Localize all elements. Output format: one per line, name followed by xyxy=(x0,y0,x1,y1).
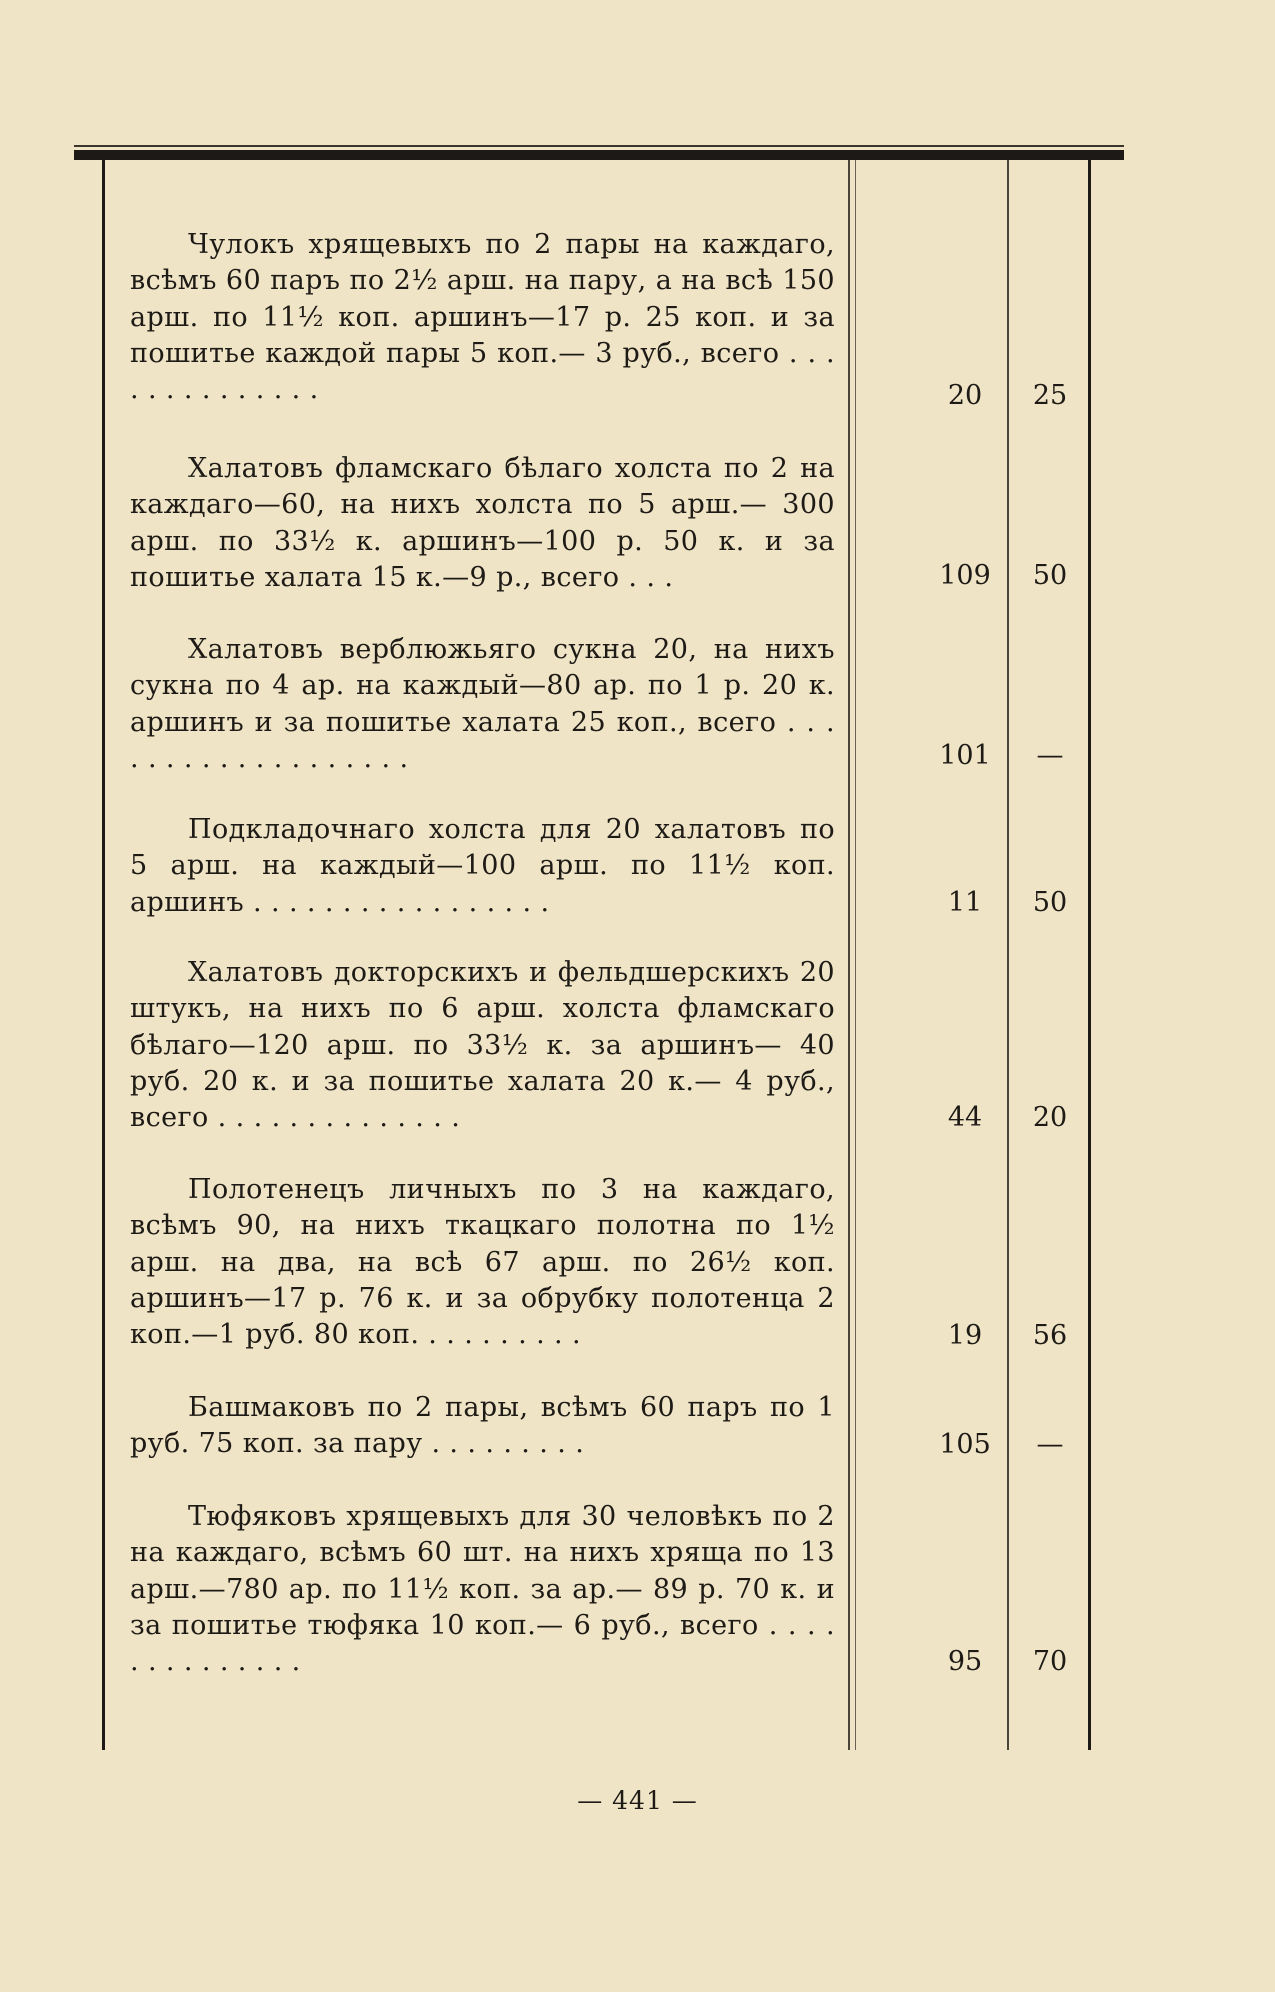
kopecks-amount: 50 xyxy=(1032,887,1068,918)
entry-text: Башмаковъ по 2 пары, всѣмъ 60 паръ по 1 руб. 75 коп. за пару . . . . . . . . . xyxy=(130,1392,835,1460)
top-heavy-rule xyxy=(74,150,1124,160)
ledger-entry xyxy=(130,955,835,1136)
entry-text: Полотенецъ личныхъ по 3 на каждаго, всѣмъ 90, на нихъ ткацкаго полотна по 1½ арш. на два, на всѣ 67 арш. по 26½ коп. аршинъ—17 р. 76 к. и за обрубку полотенца 2 коп.—1 руб. 80 коп. . . . . . . . . . xyxy=(130,1174,835,1351)
left-column-rule xyxy=(102,160,105,1750)
page-number: — 441 — xyxy=(577,1786,698,1815)
rubles-amount: 11 xyxy=(947,887,983,918)
entry-text: Тюфяковъ хрящевыхъ для 30 человѣкъ по 2 на каждаго, всѣмъ 60 шт. на нихъ хряща по 13 арш.—780 ар. по 11½ коп. за ар.— 89 р. 70 к. и за пошитье тюфяка 10 коп.— 6 руб., всего . . . . . . . . . . . . . . xyxy=(130,1501,835,1678)
ledger-entry xyxy=(130,632,835,777)
kopecks-amount: 50 xyxy=(1032,560,1068,591)
text-column-rule xyxy=(848,160,850,1750)
rubles-amount: 44 xyxy=(947,1102,983,1133)
rubles-amount: 109 xyxy=(939,560,991,591)
entry-text: Халатовъ докторскихъ и фельдшерскихъ 20 штукъ, на нихъ по 6 арш. холста фламскаго бѣлаго—120 арш. по 33½ к. за аршинъ— 40 руб. 20 к. и за пошитье халата 20 к.— 4 руб., всего . . . . . . . . . . . . . . xyxy=(130,957,835,1134)
ledger-entry xyxy=(130,451,835,596)
ledger-entry xyxy=(130,1172,835,1353)
rubles-amount: 101 xyxy=(939,740,991,771)
rubles-amount: 19 xyxy=(947,1320,983,1351)
top-thin-rule xyxy=(74,145,1124,147)
kopecks-amount: 25 xyxy=(1032,380,1068,411)
rubles-amount: 20 xyxy=(947,380,983,411)
ledger-entry xyxy=(130,227,835,408)
entry-text: Подкладочнаго холста для 20 халатовъ по 5 арш. на каждый—100 арш. по 11½ коп. аршинъ . . . . . . . . . . . . . . . . . xyxy=(130,814,835,918)
entry-text: Халатовъ верблюжьяго сукна 20, на нихъ сукна по 4 ар. на каждый—80 ар. по 1 р. 20 к. аршинъ и за пошитье халата 25 коп., всего . . . . . . . . . . . . . . . . . . . xyxy=(130,634,835,774)
rubles-amount: 95 xyxy=(947,1646,983,1677)
text-column-rule-inner xyxy=(855,160,856,1750)
rubles-amount: 105 xyxy=(939,1429,991,1460)
ledger-entry xyxy=(130,1499,835,1680)
entry-text: Халатовъ фламскаго бѣлаго холста по 2 на каждаго—60, на нихъ холста по 5 арш.— 300 арш. по 33½ к. аршинъ—100 р. 50 к. и за пошитье халата 15 к.—9 р., всего . . . xyxy=(130,453,835,593)
kopecks-amount: 20 xyxy=(1032,1102,1068,1133)
kopecks-amount: 56 xyxy=(1032,1320,1068,1351)
kopecks-amount: 70 xyxy=(1032,1646,1068,1677)
entry-text: Чулокъ хрящевыхъ по 2 пары на каждаго, всѣмъ 60 паръ по 2½ арш. на пару, а на всѣ 150 арш. по 11½ коп. аршинъ—17 р. 25 коп. и за пошитье каждой пары 5 коп.— 3 руб., всего . . . . . . . . . . . . . . xyxy=(130,229,835,406)
ledger-entry xyxy=(130,812,835,921)
kopecks-amount: — xyxy=(1036,740,1064,771)
kopecks-amount: — xyxy=(1036,1429,1064,1460)
ledger-entry xyxy=(130,1390,835,1463)
